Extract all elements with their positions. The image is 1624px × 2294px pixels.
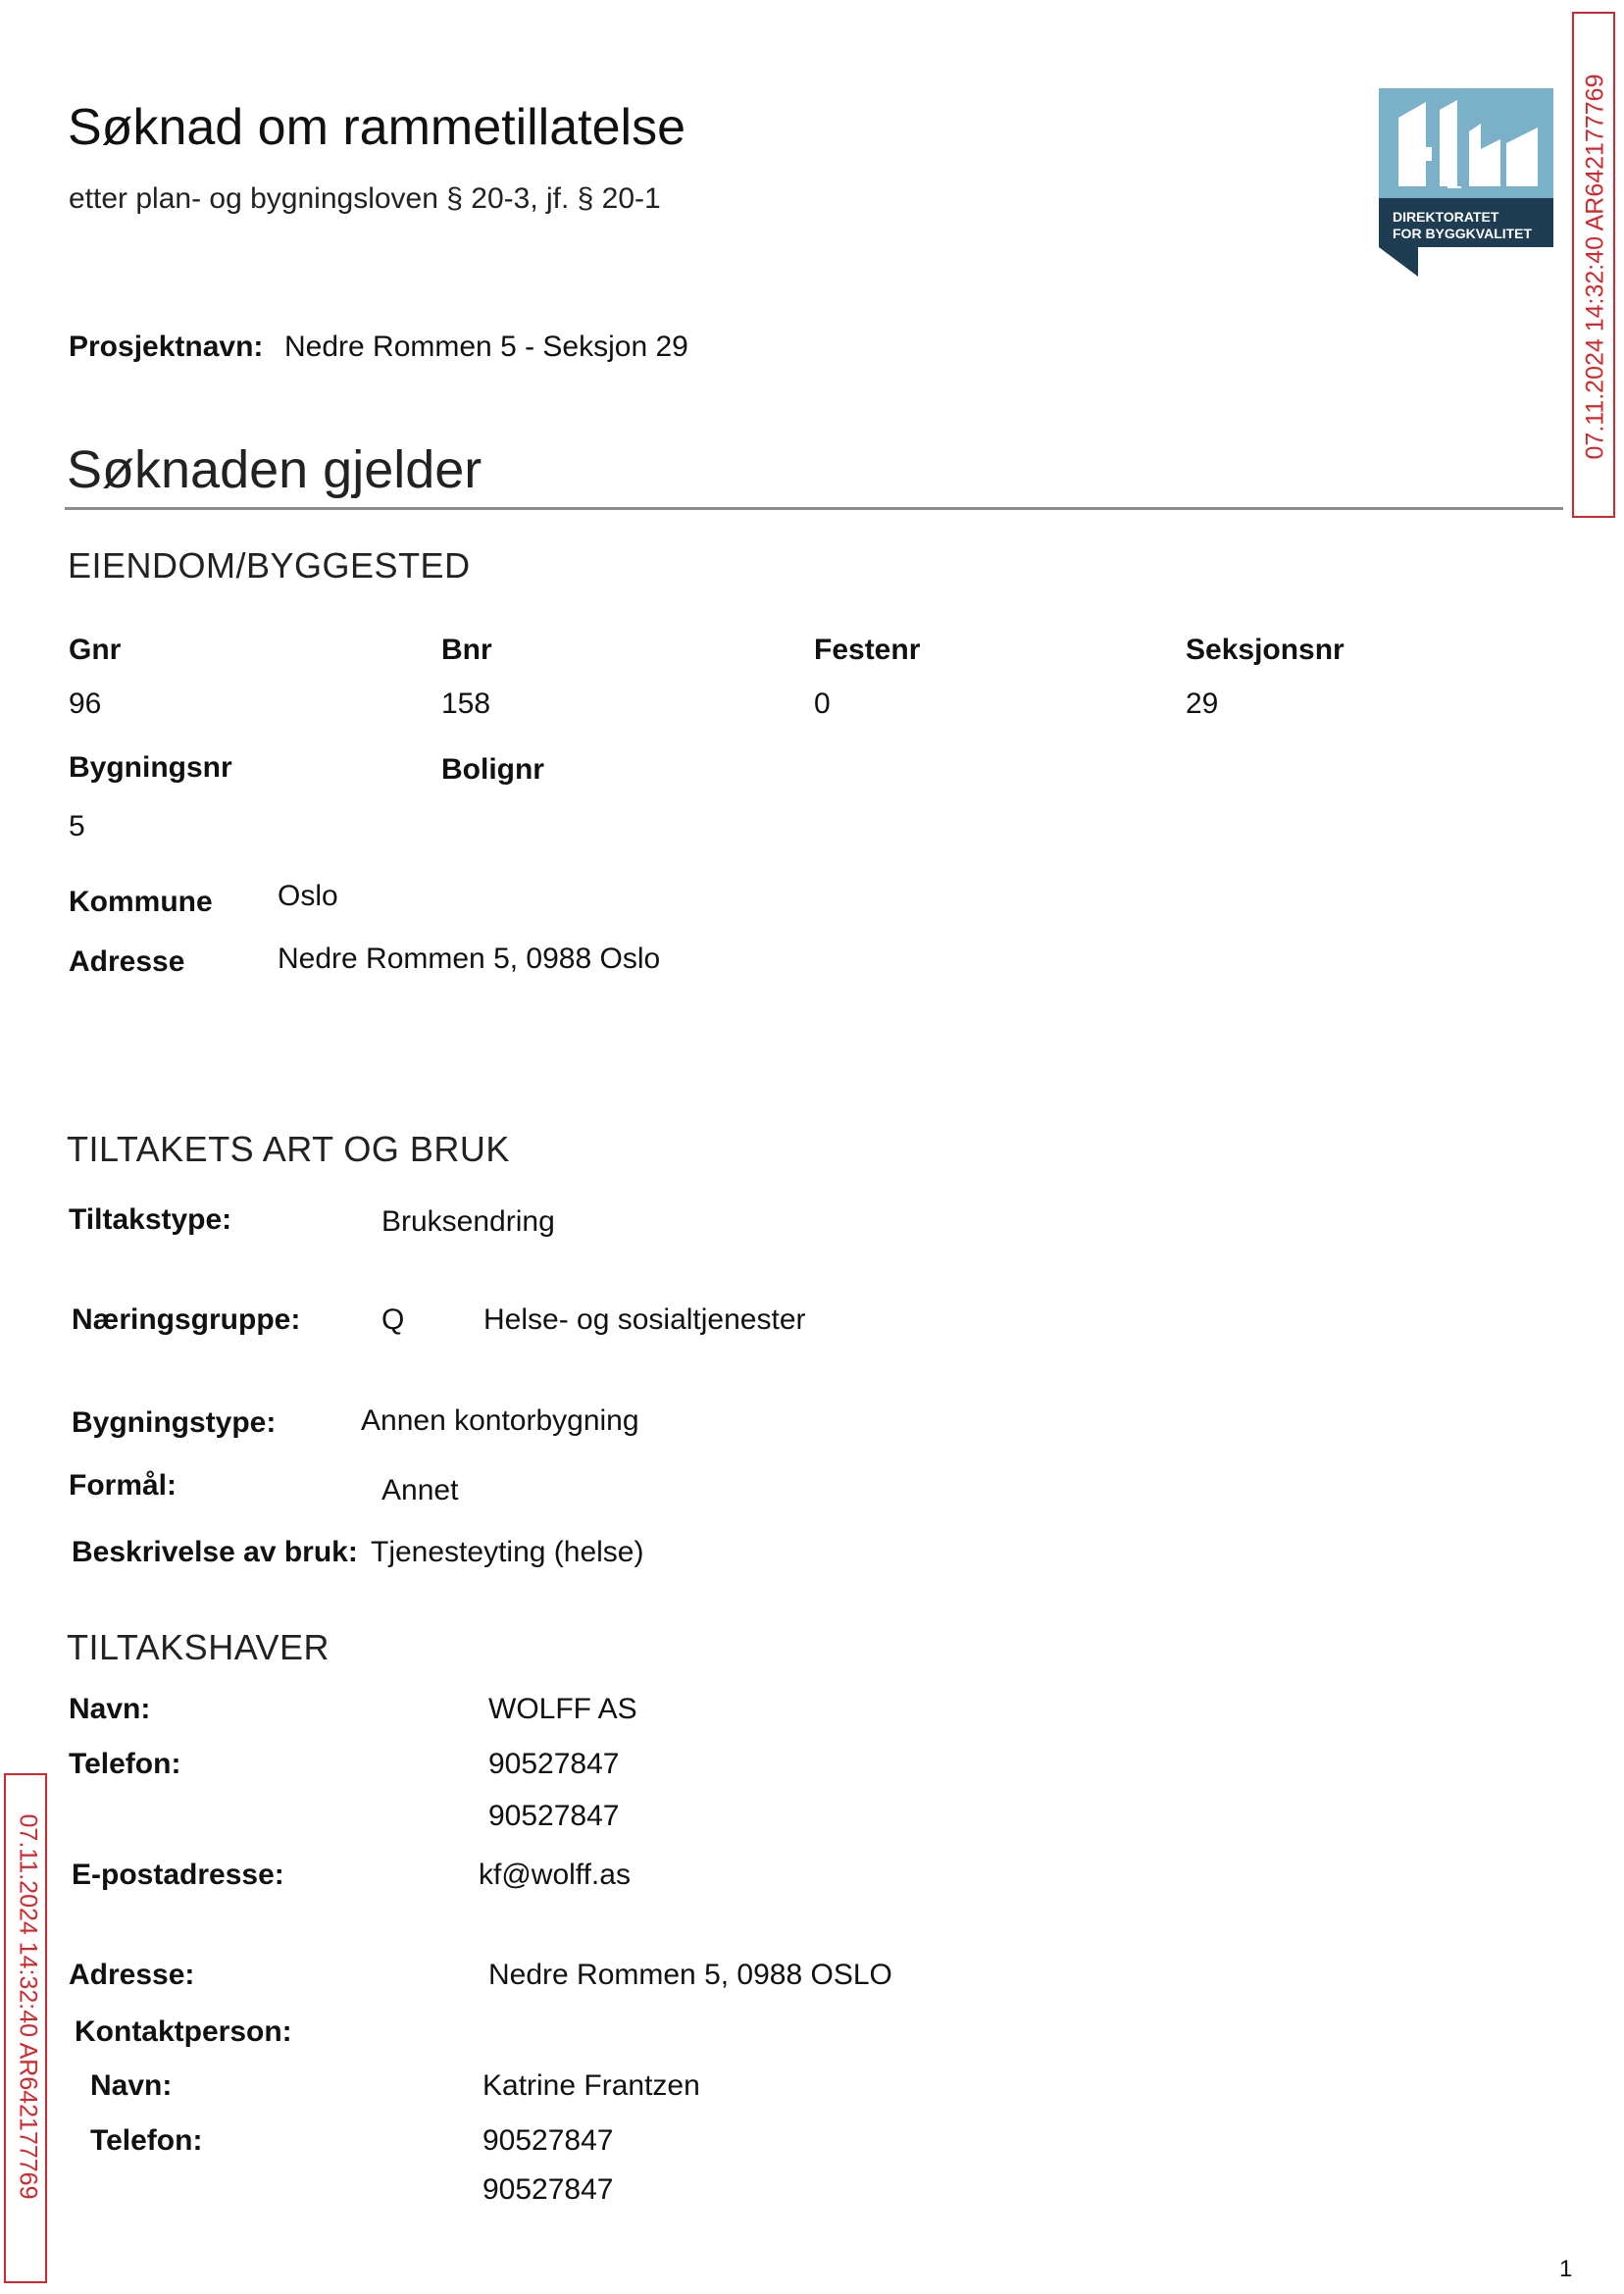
tiltak-heading: TILTAKETS ART OG BRUK (67, 1129, 510, 1169)
beskrivelse-label: Beskrivelse av bruk: (72, 1536, 358, 1568)
tiltakshaver-navn-label: Navn: (69, 1693, 151, 1725)
seksjonsnr-label: Seksjonsnr (1186, 634, 1345, 666)
document-subtitle: etter plan- og bygningsloven § 20-3, jf. § 20-1 (69, 182, 661, 215)
formal-value: Annet (381, 1474, 459, 1506)
seksjonsnr-value: 29 (1186, 688, 1219, 720)
adresse-label: Adresse (69, 945, 185, 978)
section-title: Søknaden gjelder (67, 440, 482, 499)
tiltakshaver-navn-value: WOLFF AS (488, 1693, 637, 1725)
bnr-value: 158 (441, 688, 491, 720)
festenr-label: Festenr (814, 634, 921, 666)
dibk-logo-icon (1379, 88, 1553, 277)
tiltakstype-value: Bruksendring (381, 1205, 555, 1238)
kontakt-telefon-label: Telefon: (90, 2124, 203, 2157)
bygningstype-label: Bygningstype: (72, 1406, 277, 1439)
tiltakshaver-heading: TILTAKSHAVER (67, 1627, 330, 1667)
project-name-value: Nedre Rommen 5 - Seksjon 29 (284, 331, 688, 363)
tiltakshaver-telefon-1: 90527847 (488, 1748, 620, 1780)
gnr-label: Gnr (69, 634, 122, 666)
formal-label: Formål: (69, 1469, 178, 1502)
tiltakstype-label: Tiltakstype: (69, 1203, 232, 1236)
section-divider (65, 507, 1563, 510)
kontakt-telefon-1: 90527847 (482, 2124, 614, 2157)
kommune-value: Oslo (278, 880, 338, 912)
bygningstype-value: Annen kontorbygning (361, 1404, 639, 1437)
naeringsgruppe-value: Helse- og sosialtjenester (483, 1303, 806, 1336)
bygningsnr-value: 5 (69, 810, 85, 842)
logo-text-2: FOR BYGGKVALITET (1393, 226, 1533, 241)
stamp-left-text: 07.11.2024 14:32:40 AR642177769 (14, 1813, 42, 2200)
tiltakshaver-telefon-label: Telefon: (69, 1748, 181, 1780)
tiltakshaver-epost-label: E-postadresse: (72, 1859, 284, 1891)
naeringsgruppe-label: Næringsgruppe: (72, 1303, 301, 1336)
tiltakshaver-adresse-label: Adresse: (69, 1959, 195, 1991)
document-title: Søknad om rammetillatelse (68, 99, 685, 156)
festenr-value: 0 (814, 688, 831, 720)
stamp-right (1572, 12, 1615, 518)
tiltakshaver-epost-value: kf@wolff.as (479, 1859, 631, 1891)
bnr-label: Bnr (441, 634, 492, 666)
project-name-label: Prosjektnavn: (69, 331, 264, 363)
dibk-logo (1379, 88, 1553, 277)
page-number: 1 (1559, 2256, 1573, 2282)
kontaktperson-label: Kontaktperson: (75, 2015, 292, 2048)
kontakt-navn-label: Navn: (90, 2069, 173, 2102)
tiltakshaver-telefon-2: 90527847 (488, 1800, 620, 1832)
logo-text-1: DIREKTORATET (1393, 209, 1499, 225)
bygningsnr-label: Bygningsnr (69, 751, 232, 784)
beskrivelse-value: Tjenesteyting (helse) (371, 1536, 644, 1568)
tiltakshaver-adresse-value: Nedre Rommen 5, 0988 OSLO (488, 1959, 892, 1991)
kontakt-telefon-2: 90527847 (482, 2173, 614, 2206)
bolignr-label: Bolignr (441, 753, 544, 786)
stamp-right-text: 07.11.2024 14:32:40 AR642177769 (1581, 74, 1609, 460)
kontakt-navn-value: Katrine Frantzen (482, 2069, 700, 2102)
adresse-value: Nedre Rommen 5, 0988 Oslo (278, 943, 661, 975)
eiendom-heading: EIENDOM/BYGGESTED (68, 545, 471, 586)
naeringsgruppe-code: Q (381, 1303, 405, 1336)
stamp-left (4, 1773, 47, 2283)
kommune-label: Kommune (69, 886, 213, 918)
gnr-value: 96 (69, 688, 102, 720)
